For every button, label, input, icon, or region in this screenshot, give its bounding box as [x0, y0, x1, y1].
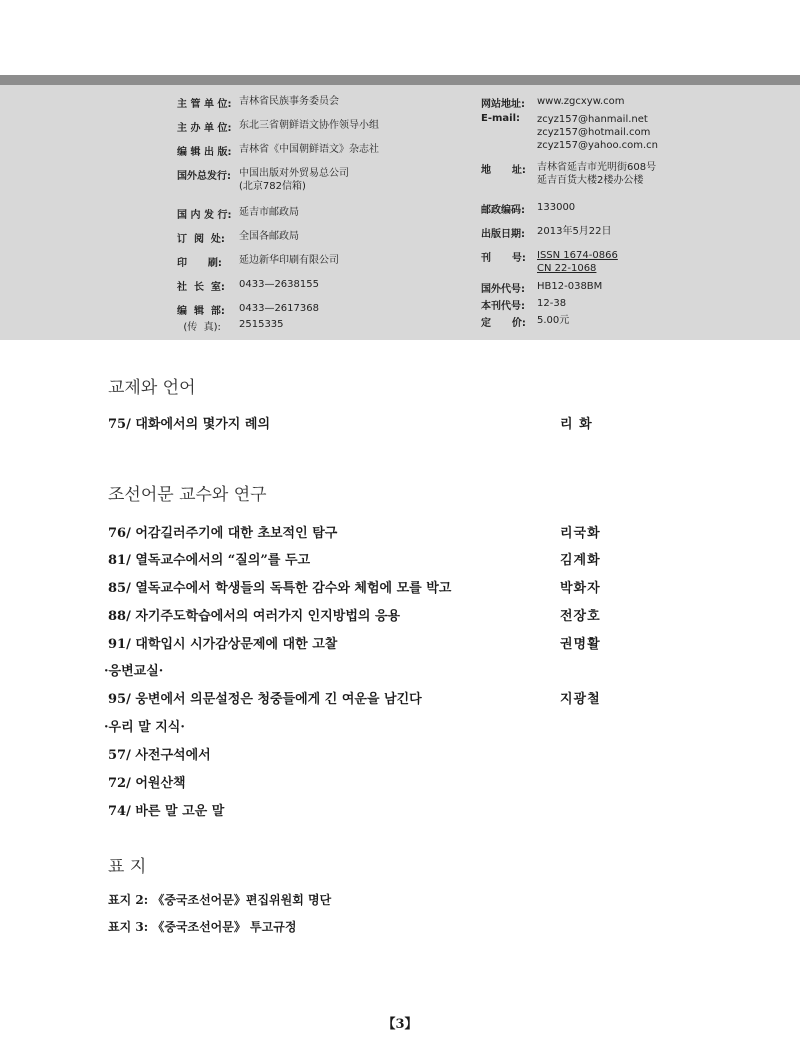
info-row	[481, 249, 781, 280]
info-value: HB12-038BM	[537, 281, 603, 292]
toc-title: 85/ 열독교수에서 학생들의 독특한 감수와 체험에 모를 박고	[108, 581, 452, 596]
toc-title: 95/ 웅변에서 의문설정은 청중들에게 긴 여운을 남긴다	[108, 692, 422, 707]
info-row	[481, 225, 781, 249]
info-key: 印 刷:	[177, 258, 222, 269]
info-row	[177, 278, 477, 302]
toc-title: 74/ 바른 말 고운 말	[108, 804, 225, 819]
section-heading: 교제와 언어	[108, 378, 196, 398]
publication-info-right	[481, 95, 781, 331]
info-key: 编 辑 出 版:	[177, 147, 232, 158]
header-bar	[0, 75, 800, 85]
cover-entry: 표지 2: 《중국조선어문》편집위원회 명단	[108, 893, 332, 907]
publication-info-box	[0, 85, 800, 340]
subsection-label: ·우리 말 지식·	[104, 720, 185, 735]
toc-title: 75/ 대화에서의 몇가지 례의	[108, 417, 270, 432]
info-key: 本刊代号:	[481, 301, 525, 312]
info-value: 延吉市邮政局	[239, 207, 299, 218]
info-key: 订 阅 处:	[177, 234, 225, 245]
info-row	[177, 318, 477, 334]
info-row	[177, 143, 477, 167]
toc-title: 91/ 대학입시 시가감상문제에 대한 고찰	[108, 637, 338, 652]
info-row	[177, 254, 477, 278]
info-key: 国 内 发 行:	[177, 210, 232, 221]
info-row	[481, 161, 781, 201]
section-heading: 표 지	[108, 857, 147, 877]
info-row	[481, 113, 781, 161]
info-value: zcyz157@hanmail.net zcyz157@hotmail.com zcyz157@yahoo.com.cn	[537, 114, 658, 151]
info-row	[177, 95, 477, 119]
info-row	[177, 230, 477, 254]
toc-title: 76/ 어감길러주기에 대한 초보적인 탐구	[108, 526, 338, 541]
info-key: 邮政编码:	[481, 205, 525, 216]
info-row	[481, 201, 781, 225]
info-key: 社 长 室:	[177, 282, 225, 293]
info-row	[177, 167, 477, 206]
info-key: 出版日期:	[481, 229, 525, 240]
toc-title: 81/ 열독교수에서의 “질의”를 두고	[108, 553, 311, 568]
info-value: 全国各邮政局	[239, 231, 299, 242]
subsection-label: ·응변교실·	[104, 664, 164, 679]
info-value: www.zgcxyw.com	[537, 96, 625, 107]
info-row	[481, 95, 781, 113]
info-value: 吉林省民族事务委员会	[239, 96, 339, 107]
info-key: 国外代号:	[481, 284, 525, 295]
info-value: 133000	[537, 202, 576, 213]
info-value: 5.00元	[537, 315, 570, 326]
info-value: 12-38	[537, 298, 567, 309]
info-row	[481, 297, 781, 314]
info-value: 2515335	[239, 319, 284, 330]
toc-author: 권명활	[560, 637, 601, 652]
info-row	[481, 314, 781, 331]
toc-author: 전장호	[560, 609, 601, 624]
info-value: 0433—2617368	[239, 303, 319, 314]
toc-author: 리국화	[560, 526, 601, 541]
toc-title: 88/ 자기주도학습에서의 여러가지 인지방법의 응용	[108, 609, 401, 624]
info-value: ISSN 1674-0866 CN 22-1068	[537, 250, 618, 274]
info-key: 定 价:	[481, 318, 526, 329]
publication-info-left	[177, 95, 477, 334]
toc-author: 리 화	[560, 417, 593, 432]
info-key: 网站地址:	[481, 99, 525, 110]
info-value: 吉林省延吉市光明街608号 延吉百货大楼2楼办公楼	[537, 162, 657, 186]
info-key: 主 管 单 位:	[177, 99, 232, 110]
info-row	[177, 119, 477, 143]
info-value: 2013年5月22日	[537, 226, 612, 237]
info-value: 延边新华印刷有限公司	[239, 255, 339, 266]
toc-title: 57/ 사전구석에서	[108, 748, 211, 763]
toc-author: 지광철	[560, 692, 601, 707]
info-value: 0433—2638155	[239, 279, 319, 290]
cover-entry: 표지 3: 《중국조선어문》 투고규정	[108, 920, 297, 934]
info-key: E-mail:	[481, 113, 521, 124]
info-row	[177, 302, 477, 318]
info-key: 主 办 单 位:	[177, 123, 232, 134]
info-key: 国外总发行:	[177, 171, 231, 182]
info-value: 东北三省朝鲜语文协作领导小组	[239, 120, 379, 131]
page-number: 【3】	[382, 1017, 418, 1032]
toc-title: 72/ 어원산책	[108, 776, 186, 791]
info-key: 刊 号:	[481, 253, 526, 264]
info-value: 吉林省《中国朝鲜语文》杂志社	[239, 144, 379, 155]
toc-author: 박화자	[560, 581, 601, 596]
info-key: 编 辑 部:	[177, 306, 225, 317]
info-row	[481, 280, 781, 297]
toc-author: 김계화	[560, 553, 601, 568]
info-key: (传 真):	[177, 322, 221, 333]
info-key: 地 址:	[481, 165, 526, 176]
info-value: 中国出版对外贸易总公司 (北京782信箱)	[239, 168, 349, 192]
section-heading: 조선어문 교수와 연구	[108, 485, 267, 505]
info-row	[177, 206, 477, 230]
